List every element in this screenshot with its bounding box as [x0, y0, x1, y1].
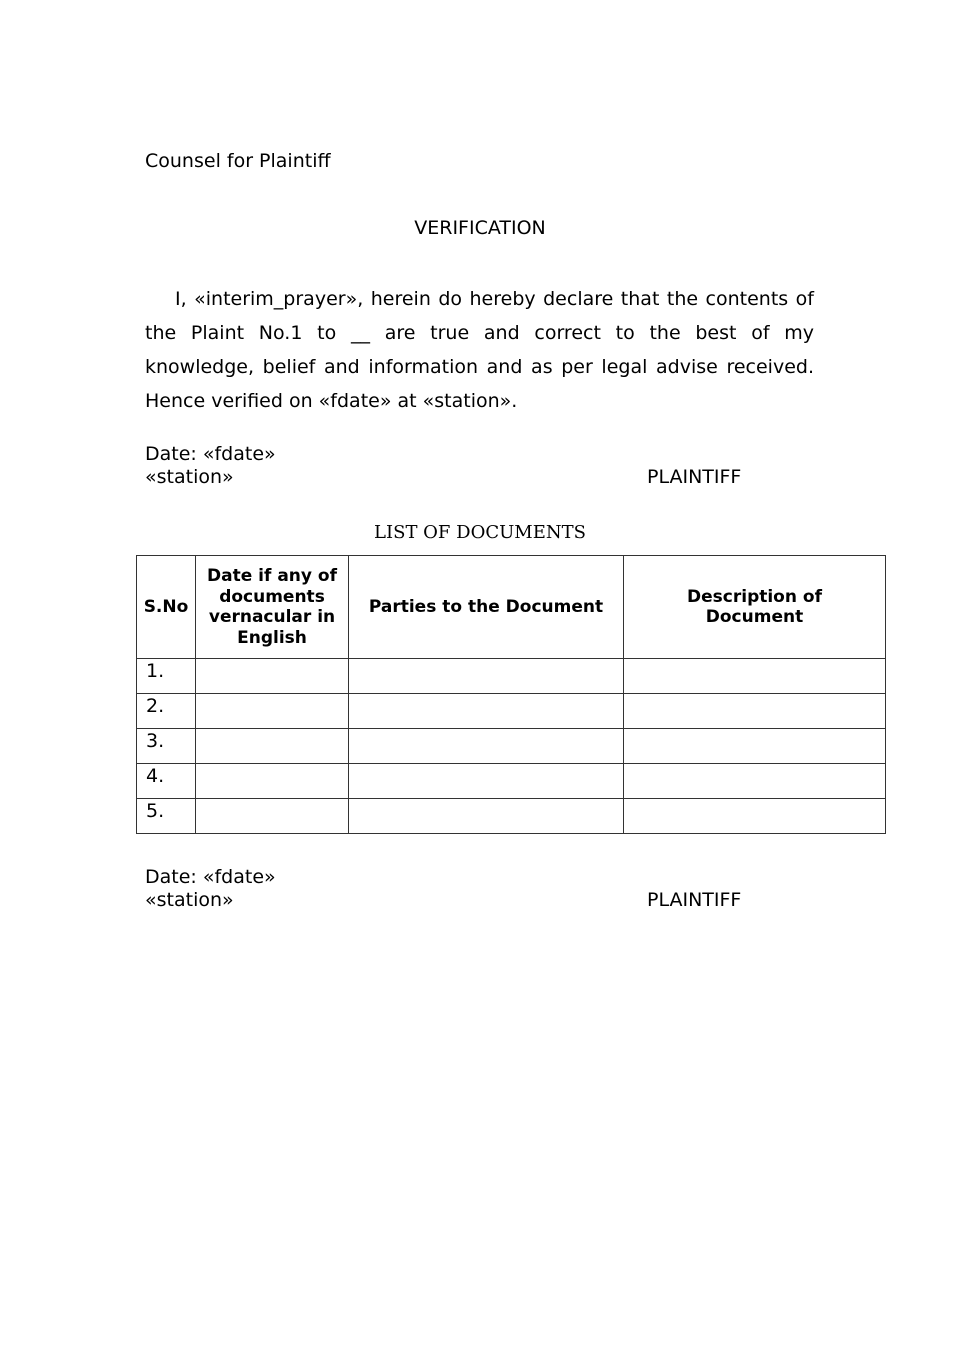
signatory-label: PLAINTIFF — [647, 889, 742, 911]
column-header-parties: Parties to the Document — [349, 556, 624, 659]
row-date — [196, 729, 349, 764]
row-date — [196, 799, 349, 834]
row-sno: 1. — [137, 659, 196, 694]
row-description — [624, 764, 886, 799]
documents-table — [136, 555, 886, 834]
column-header-date — [196, 556, 349, 659]
row-date — [196, 694, 349, 729]
verification-paragraph: I, «interim_prayer», herein do hereby declare that the contents of the Plaint No.1 to __ are true and correct to the best of my knowledge, belief and information and as per legal advise received. Hence verified on «fdate» at «station». — [145, 288, 814, 412]
row-parties — [349, 799, 624, 834]
row-parties — [349, 659, 624, 694]
table-row — [137, 799, 886, 834]
column-header-date-text: Date if any of documents vernacular in English — [207, 566, 337, 648]
counsel-label: Counsel for Plaintiff — [145, 150, 331, 172]
verification-statement — [145, 282, 814, 418]
documents-list-title: LIST OF DOCUMENTS — [374, 522, 586, 543]
row-date — [196, 659, 349, 694]
row-sno: 3. — [137, 729, 196, 764]
row-parties — [349, 764, 624, 799]
table-row — [137, 694, 886, 729]
signature-station: «station» — [145, 466, 234, 488]
table-row — [137, 659, 886, 694]
row-date — [196, 764, 349, 799]
column-header-sno: S.No — [137, 556, 196, 659]
row-parties — [349, 694, 624, 729]
column-header-description — [624, 556, 886, 659]
table-row — [137, 764, 886, 799]
signature-date: Date: «fdate» — [145, 443, 276, 465]
signature-station: «station» — [145, 889, 234, 911]
row-sno: 4. — [137, 764, 196, 799]
column-header-description-text: Description of Document — [687, 586, 822, 627]
table-header-row — [137, 556, 886, 659]
row-parties — [349, 729, 624, 764]
signatory-label: PLAINTIFF — [647, 466, 742, 488]
row-description — [624, 799, 886, 834]
row-description — [624, 729, 886, 764]
row-sno: 2. — [137, 694, 196, 729]
table-row — [137, 729, 886, 764]
row-sno: 5. — [137, 799, 196, 834]
verification-title: VERIFICATION — [414, 217, 546, 239]
row-description — [624, 694, 886, 729]
row-description — [624, 659, 886, 694]
signature-date: Date: «fdate» — [145, 866, 276, 888]
